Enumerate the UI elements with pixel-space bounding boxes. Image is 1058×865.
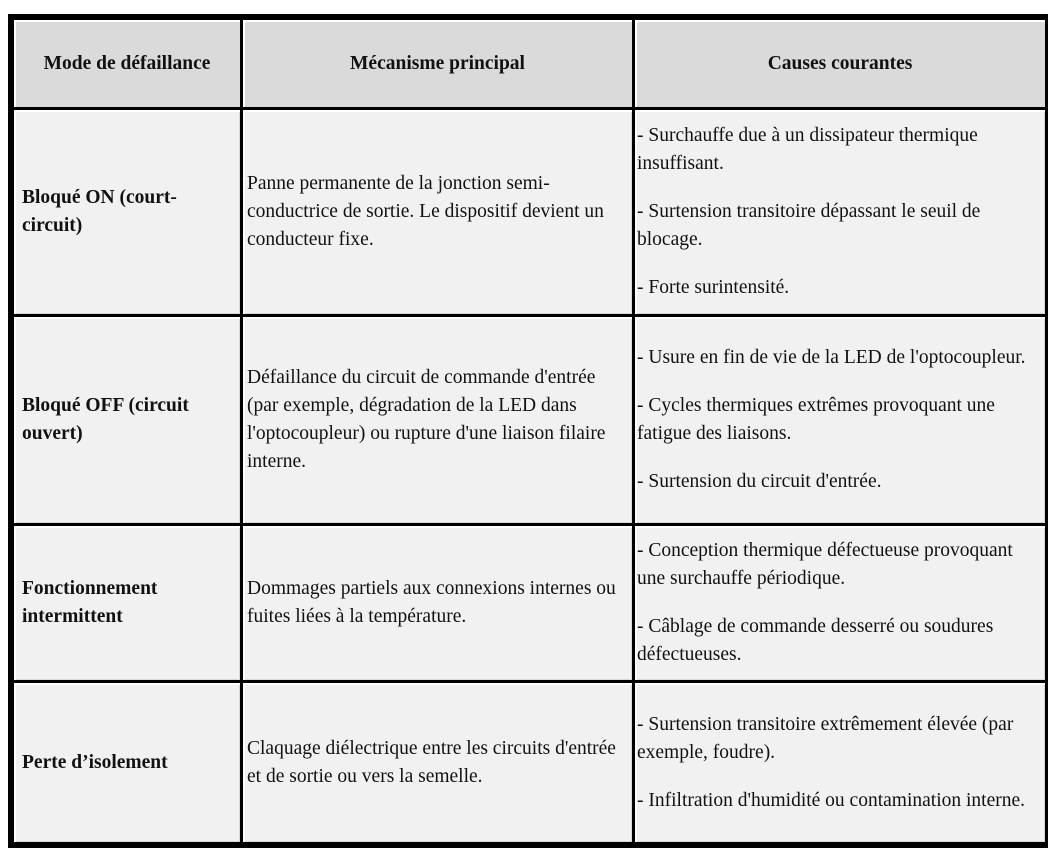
table-header-row [13, 19, 1047, 109]
cause-item: - Surtension du circuit d'entrée. [637, 471, 882, 492]
cause-item: - Câblage de commande desserré ou soudures défectueuses. [637, 616, 994, 665]
row-causes [634, 109, 1047, 316]
row-causes [634, 525, 1047, 682]
header-causes: Causes courantes [634, 19, 1047, 109]
cause-item: - Conception thermique défectueuse provoquant une surchauffe périodique. [637, 540, 1013, 589]
cause-item: - Infiltration d'humidité ou contamination interne. [637, 789, 1026, 811]
cause-item: - Usure en fin de vie de la LED de l'optocoupleur. [637, 347, 1026, 368]
cause-item: - Forte surintensité. [637, 277, 790, 298]
row-mechanism: Panne permanente de la jonction semi-conductrice de sortie. Le dispositif devient un conducteur fixe. [242, 109, 634, 316]
row-mode: Perte d’isolement [13, 682, 242, 844]
cause-item: - Surtension transitoire extrêmement élevée (par exemple, foudre). [637, 713, 1014, 763]
table-row [13, 682, 1047, 844]
table-row [13, 316, 1047, 525]
cause-item: - Surchauffe due à un dissipateur thermique insuffisant. [637, 125, 978, 174]
row-mechanism: Claquage diélectrique entre les circuits d'entrée et de sortie ou vers la semelle. [242, 682, 634, 844]
row-causes [634, 316, 1047, 525]
cause-item: - Surtension transitoire dépassant le seuil de blocage. [637, 201, 981, 250]
header-mode: Mode de défaillance [13, 19, 242, 109]
row-mode: Bloqué ON (court-circuit) [13, 109, 242, 316]
row-causes [634, 682, 1047, 844]
header-mechanism: Mécanisme principal [242, 19, 634, 109]
row-mechanism: Défaillance du circuit de commande d'entrée (par exemple, dégradation de la LED dans l'optocoupleur) ou rupture d'une liaison filaire interne. [242, 316, 634, 525]
row-mode: Fonctionnement intermittent [13, 525, 242, 682]
table-row [13, 525, 1047, 682]
failure-modes-table [8, 14, 1048, 848]
cause-item: - Cycles thermiques extrêmes provoquant une fatigue des liaisons. [637, 395, 995, 444]
table-row [13, 109, 1047, 316]
failure-modes-grid [11, 17, 1048, 845]
row-mode: Bloqué OFF (circuit ouvert) [13, 316, 242, 525]
row-mechanism: Dommages partiels aux connexions internes ou fuites liées à la température. [242, 525, 634, 682]
